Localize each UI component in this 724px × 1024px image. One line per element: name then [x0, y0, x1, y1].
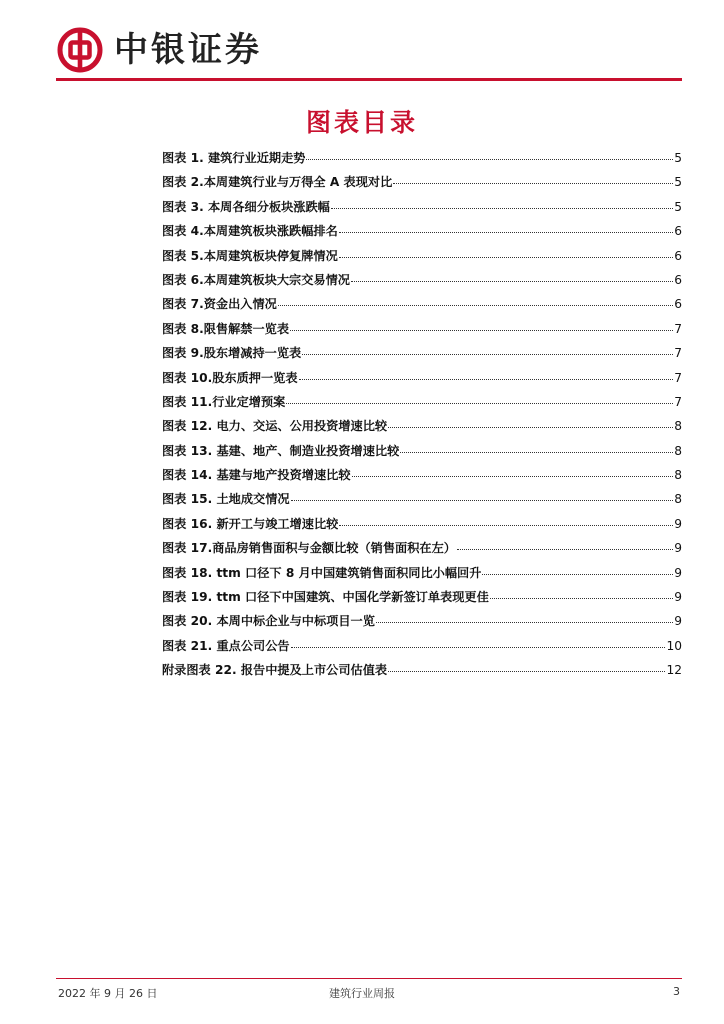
toc-entry-page[interactable]: 5 [674, 199, 682, 214]
footer-report-name: 建筑行业周报 [329, 987, 395, 1000]
footer-date: 2022 年 9 月 26 日 [58, 987, 158, 1000]
toc-entry-label[interactable]: 图表 4.本周建筑板块涨跌幅排名 [162, 224, 338, 239]
toc-entry-page[interactable]: 7 [674, 321, 682, 336]
header-divider [56, 78, 682, 81]
toc-entry[interactable] [162, 344, 682, 368]
toc-entry-label[interactable]: 图表 10.股东质押一览表 [162, 370, 298, 385]
toc-entry[interactable] [162, 588, 682, 612]
toc-entry-page[interactable]: 5 [674, 151, 682, 165]
toc-title: 图表目录 [305, 108, 418, 137]
toc-dot-leader [352, 467, 674, 477]
footer-page-number: 3 [673, 985, 680, 998]
toc-dot-leader [299, 370, 674, 380]
toc-entry[interactable] [162, 369, 682, 393]
toc-dot-leader [393, 174, 673, 184]
toc-dot-leader [278, 296, 673, 306]
toc-entry-label[interactable]: 图表 7.资金出入情况 [162, 297, 277, 312]
toc-entry-label[interactable]: 图表 8.限售解禁一览表 [162, 321, 290, 336]
toc-entry-page[interactable]: 6 [674, 297, 682, 312]
toc-entry-page[interactable]: 9 [674, 614, 682, 629]
toc-entry-label[interactable]: 图表 18. ttm 口径下 8 月中国建筑销售面积同比小幅回升 [162, 565, 482, 580]
toc-entry[interactable] [162, 490, 682, 514]
toc-entry[interactable] [162, 442, 682, 466]
toc-entry-label[interactable]: 图表 14. 基建与地产投资增速比较 [162, 468, 351, 483]
toc-entry-label[interactable]: 图表 13. 基建、地产、制造业投资增速比较 [162, 443, 400, 458]
toc-entry-label[interactable]: 图表 5.本周建筑板块停复牌情况 [162, 248, 338, 263]
toc-entry-label[interactable]: 图表 1. 建筑行业近期走势 [162, 151, 306, 165]
toc-entry-page[interactable]: 9 [674, 541, 682, 556]
toc-dot-leader [331, 199, 673, 209]
toc-dot-leader [482, 565, 673, 575]
toc-entry-page[interactable]: 7 [674, 394, 682, 409]
toc-entry-page[interactable]: 5 [674, 175, 682, 190]
toc-dot-leader [291, 638, 666, 648]
toc-entry-page[interactable]: 7 [674, 346, 682, 361]
toc-entry-label[interactable]: 附录图表 22. 报告中提及上市公司估值表 [162, 663, 388, 678]
toc-entry-page[interactable]: 12 [666, 663, 682, 678]
toc-entry[interactable] [162, 564, 682, 588]
toc-dot-leader [339, 223, 673, 233]
toc-entry-page[interactable]: 8 [674, 443, 682, 458]
toc-entry[interactable] [162, 320, 682, 344]
toc-dot-leader [400, 443, 673, 453]
toc-entry-label[interactable]: 图表 6.本周建筑板块大宗交易情况 [162, 272, 350, 287]
toc-dot-leader [339, 516, 673, 526]
bank-of-china-logo-icon [56, 26, 104, 74]
toc-entry[interactable] [162, 417, 682, 441]
toc-entry-page[interactable]: 6 [674, 272, 682, 287]
footer-divider [56, 978, 682, 979]
toc-entry[interactable] [162, 222, 682, 246]
toc-entry[interactable] [162, 515, 682, 539]
toc-entry[interactable] [162, 393, 682, 417]
toc-entry-page[interactable]: 9 [674, 516, 682, 531]
toc-entry-label[interactable]: 图表 17.商品房销售面积与金额比较（销售面积在左） [162, 541, 456, 556]
toc-dot-leader [457, 540, 673, 550]
toc-list [162, 149, 682, 686]
toc-entry[interactable] [162, 271, 682, 295]
toc-entry-page[interactable]: 8 [674, 468, 682, 483]
toc-dot-leader [291, 491, 674, 501]
toc-dot-leader [302, 345, 673, 355]
toc-entry-page[interactable]: 6 [674, 224, 682, 239]
toc-entry-label[interactable]: 图表 19. ttm 口径下中国建筑、中国化学新签订单表现更佳 [162, 590, 489, 605]
toc-entry-label[interactable]: 图表 12. 电力、交运、公用投资增速比较 [162, 419, 388, 434]
toc-entry[interactable] [162, 637, 682, 661]
toc-entry[interactable] [162, 539, 682, 563]
toc-dot-leader [490, 589, 673, 599]
toc-entry[interactable] [162, 198, 682, 222]
toc-entry-label[interactable]: 图表 2.本周建筑行业与万得全 A 表现对比 [162, 175, 393, 190]
toc-dot-leader [351, 272, 673, 282]
toc-entry[interactable] [162, 247, 682, 271]
toc-dot-leader [388, 662, 665, 672]
toc-dot-leader [339, 248, 673, 258]
toc-dot-leader [286, 394, 673, 404]
toc-dot-leader [376, 613, 673, 623]
toc-dot-leader [290, 321, 673, 331]
toc-entry-page[interactable]: 8 [674, 492, 682, 507]
toc-entry[interactable] [162, 661, 682, 685]
toc-entry-label[interactable]: 图表 16. 新开工与竣工增速比较 [162, 516, 339, 531]
toc-entry-label[interactable]: 图表 15. 土地成交情况 [162, 492, 290, 507]
toc-entry[interactable] [162, 612, 682, 636]
brand-logo [56, 26, 262, 74]
toc-entry-label[interactable]: 图表 21. 重点公司公告 [162, 638, 290, 653]
toc-entry-page[interactable]: 8 [674, 419, 682, 434]
toc-entry[interactable] [162, 149, 682, 173]
toc-entry-label[interactable]: 图表 11.行业定增预案 [162, 394, 286, 409]
toc-entry-page[interactable]: 10 [666, 638, 682, 653]
toc-entry[interactable] [162, 466, 682, 490]
toc-entry-label[interactable]: 图表 20. 本周中标企业与中标项目一览 [162, 614, 375, 629]
toc-dot-leader [388, 418, 673, 428]
toc-entry-page[interactable]: 6 [674, 248, 682, 263]
toc-entry-label[interactable]: 图表 9.股东增减持一览表 [162, 346, 302, 361]
toc-entry[interactable] [162, 173, 682, 197]
toc-entry-page[interactable]: 7 [674, 370, 682, 385]
toc-dot-leader [306, 150, 673, 160]
toc-entry-label[interactable]: 图表 3. 本周各细分板块涨跌幅 [162, 199, 330, 214]
toc-entry-page[interactable]: 9 [674, 590, 682, 605]
toc-entry[interactable] [162, 295, 682, 319]
toc-entry-page[interactable]: 9 [674, 565, 682, 580]
brand-name: 中银证券 [114, 30, 262, 70]
